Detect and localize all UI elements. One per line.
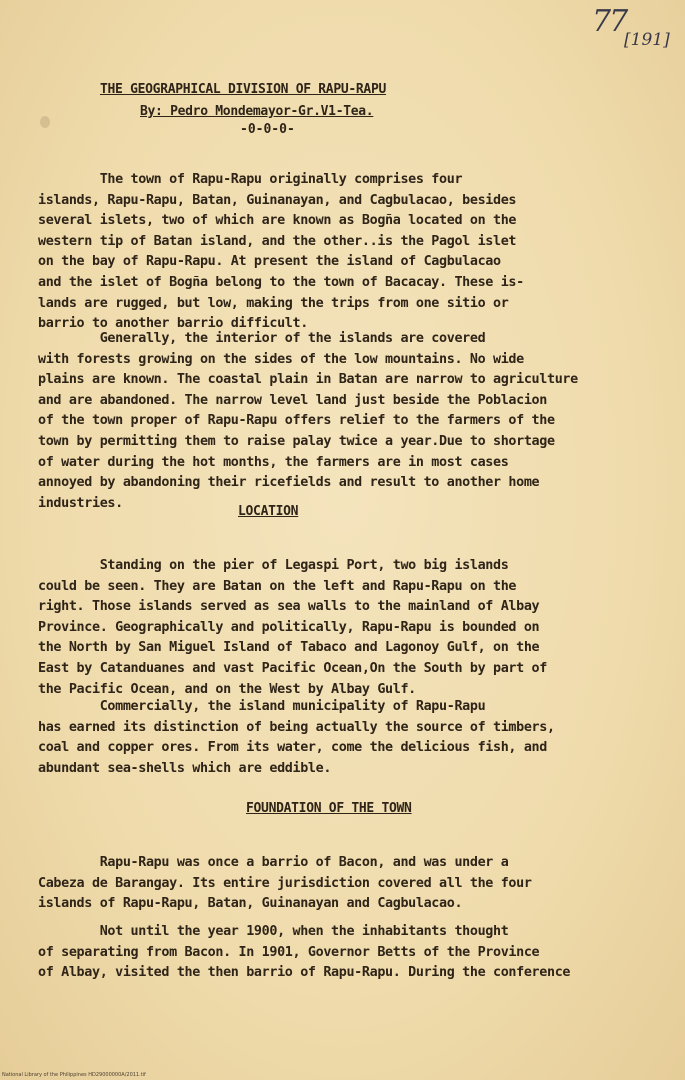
author-byline: By: Pedro Mondemayor-Gr.V1-Tea. bbox=[140, 104, 374, 119]
text-line: abundant sea-shells which are eddible. bbox=[38, 760, 332, 776]
text-line: lands are rugged, but low, making the trips from one sitio or bbox=[38, 295, 509, 311]
text-line: western tip of Batan island, and the other..is the Pagol islet bbox=[38, 233, 517, 249]
text-line: islands, Rapu-Rapu, Batan, Guinanayan, and Cagbulacao, besides bbox=[38, 192, 517, 208]
text-line: barrio to another barrio difficult. bbox=[38, 316, 308, 332]
text-line: with forests growing on the sides of the low mountains. No wide bbox=[38, 351, 524, 367]
text-line: East by Catanduanes and vast Pacific Ocean,On the South by part of bbox=[38, 660, 547, 676]
text-line: right. Those islands served as sea walls to the mainland of Albay bbox=[38, 599, 540, 615]
paragraph-foundation bbox=[38, 853, 654, 915]
text-line: has earned its distinction of being actually the source of timbers, bbox=[38, 719, 555, 735]
text-line: annoyed by abandoning their ricefields and result to another home bbox=[38, 475, 540, 491]
text-line: Cabeza de Barangay. Its entire jurisdiction covered all the four bbox=[38, 875, 532, 891]
text-line: could be seen. They are Batan on the left and Rapu-Rapu on the bbox=[38, 578, 517, 594]
text-line: coal and copper ores. From its water, come the delicious fish, and bbox=[38, 740, 547, 756]
title-separator: -0-0-0- bbox=[240, 122, 295, 137]
text-line: Province. Geographically and politically, Rapu-Rapu is bounded on bbox=[38, 619, 540, 635]
text-line: Commercially, the island municipality of Rapu-Rapu bbox=[38, 699, 486, 714]
text-line: islands of Rapu-Rapu, Batan, Guinanayan and Cagbulacao. bbox=[38, 896, 463, 912]
text-line: Not until the year 1900, when the inhabitants thought bbox=[38, 924, 509, 939]
text-line: several islets, two of which are known as Bogña located on the bbox=[38, 213, 517, 229]
text-line: on the bay of Rapu-Rapu. At present the island of Cagbulacao bbox=[38, 254, 501, 270]
paragraph-location bbox=[38, 556, 654, 700]
paragraph-interior bbox=[38, 329, 654, 514]
paragraph-separation bbox=[38, 922, 654, 984]
paragraph-commerce bbox=[38, 697, 654, 779]
heading-foundation: FOUNDATION OF THE TOWN bbox=[246, 801, 412, 816]
text-line: of Albay, visited the then barrio of Rapu-Rapu. During the conference bbox=[38, 965, 571, 981]
text-line: plains are known. The coastal plain in Batan are narrow to agriculture bbox=[38, 372, 578, 388]
text-line: The town of Rapu-Rapu originally comprises four bbox=[38, 172, 463, 187]
text-line: Generally, the interior of the islands are covered bbox=[38, 331, 486, 346]
heading-location: LOCATION bbox=[238, 504, 299, 519]
text-line: and the islet of Bogña belong to the town of Bacacay. These is- bbox=[38, 274, 524, 290]
handwritten-folio-number: 77 bbox=[592, 4, 627, 39]
text-line: industries. bbox=[38, 495, 123, 511]
text-line: Standing on the pier of Legaspi Port, two big islands bbox=[38, 558, 509, 573]
text-line: and are abandoned. The narrow level land just beside the Poblacion bbox=[38, 392, 547, 408]
ink-smudge bbox=[40, 116, 50, 128]
text-line: of the town proper of Rapu-Rapu offers relief to the farmers of the bbox=[38, 413, 555, 429]
text-line: of separating from Bacon. In 1901, Governor Betts of the Province bbox=[38, 944, 540, 960]
text-line: of water during the hot months, the farmers are in most cases bbox=[38, 454, 509, 470]
paragraph-intro bbox=[38, 170, 654, 335]
text-line: Rapu-Rapu was once a barrio of Bacon, and was under a bbox=[38, 855, 509, 870]
text-line: the North by San Miguel Island of Tabaco and Lagonoy Gulf, on the bbox=[38, 640, 540, 656]
text-line: the Pacific Ocean, and on the West by Albay Gulf. bbox=[38, 681, 416, 697]
handwritten-reference: [191] bbox=[624, 30, 670, 50]
text-line: town by permitting them to raise palay twice a year.Due to shortage bbox=[38, 433, 555, 449]
scan-footer: National Library of the Philippines HD29000000A/2011.tif bbox=[2, 1072, 146, 1078]
document-title: THE GEOGRAPHICAL DIVISION OF RAPU-RAPU bbox=[100, 82, 387, 97]
